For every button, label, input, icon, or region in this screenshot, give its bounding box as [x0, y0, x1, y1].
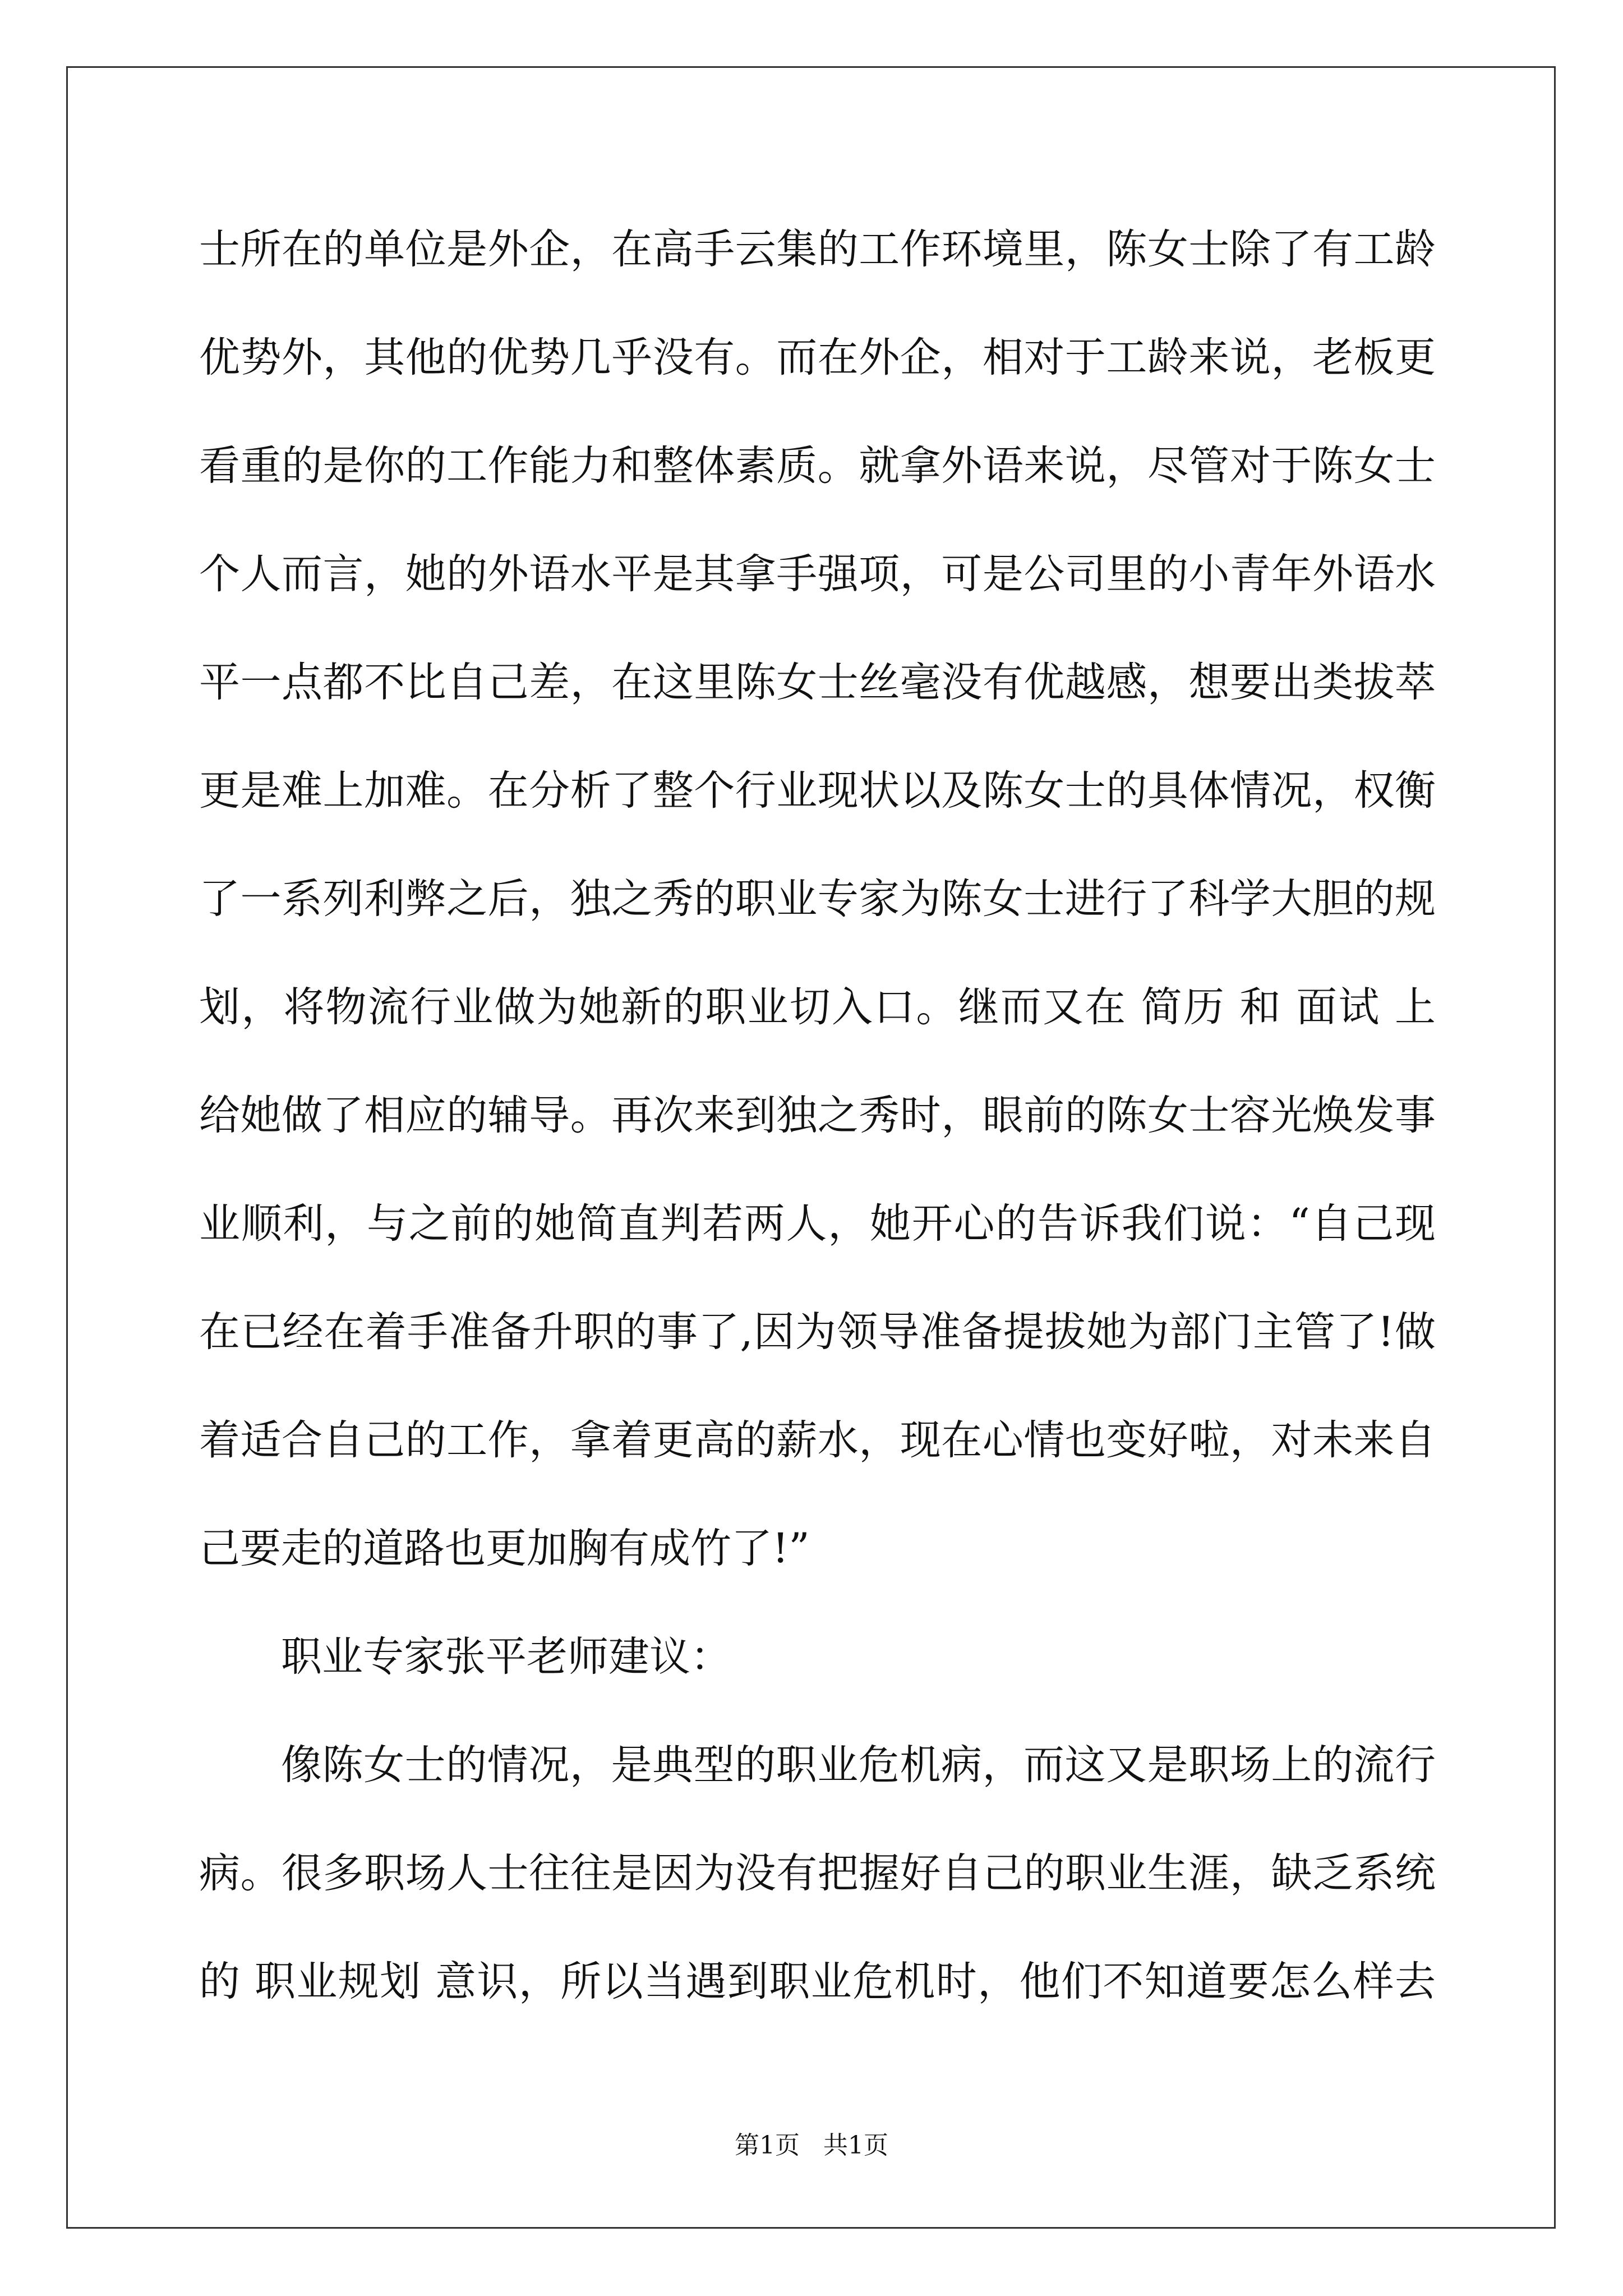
text-line: 优势外，其他的优势几乎没有。而在外企，相对于工龄来说，老板更: [199, 334, 1436, 381]
section-heading: 职业专家张平老师建议：: [281, 1633, 731, 1681]
document-body: [199, 216, 1436, 2056]
text-line: 病。很多职场人士往往是因为没有把握好自己的职业生涯，缺乏系统: [199, 1849, 1436, 1897]
page-number-footer: 第1页 共1页: [735, 2131, 888, 2160]
text-line: 像陈女士的情况，是典型的职业危机病，而这又是职场上的流行: [281, 1741, 1436, 1789]
text-line: 业顺利，与之前的她简直判若两人，她开心的告诉我们说：“自己现: [199, 1200, 1436, 1248]
text-line: 个人而言，她的外语水平是其拿手强项，可是公司里的小青年外语水: [199, 550, 1436, 598]
text-line: 士所在的单位是外企，在高手云集的工作环境里，陈女士除了有工龄: [199, 226, 1436, 273]
text-line: 给她做了相应的辅导。再次来到独之秀时，眼前的陈女士容光焕发事: [199, 1092, 1436, 1139]
text-line: 平一点都不比自己差，在这里陈女士丝毫没有优越感，想要出类拔萃: [199, 659, 1436, 706]
text-line: 着适合自己的工作，拿着更高的薪水，现在心情也变好啦，对未来自: [199, 1416, 1436, 1464]
text-line: 了一系列利弊之后，独之秀的职业专家为陈女士进行了科学大胆的规: [199, 875, 1436, 923]
text-line: 的 职业规划 意识，所以当遇到职业危机时，他们不知道要怎么样去: [199, 1958, 1436, 2005]
text-line: 看重的是你的工作能力和整体素质。就拿外语来说，尽管对于陈女士: [199, 442, 1436, 490]
text-line: 己要走的道路也更加胸有成竹了!”: [199, 1525, 810, 1572]
text-line: 划，将物流行业做为她新的职业切入口。继而又在 简历 和 面试 上: [199, 983, 1436, 1031]
text-line: 在已经在着手准备升职的事了,因为领导准备提拔她为部门主管了!做: [199, 1308, 1436, 1356]
text-line: 更是难上加难。在分析了整个行业现状以及陈女士的具体情况，权衡: [199, 767, 1436, 815]
